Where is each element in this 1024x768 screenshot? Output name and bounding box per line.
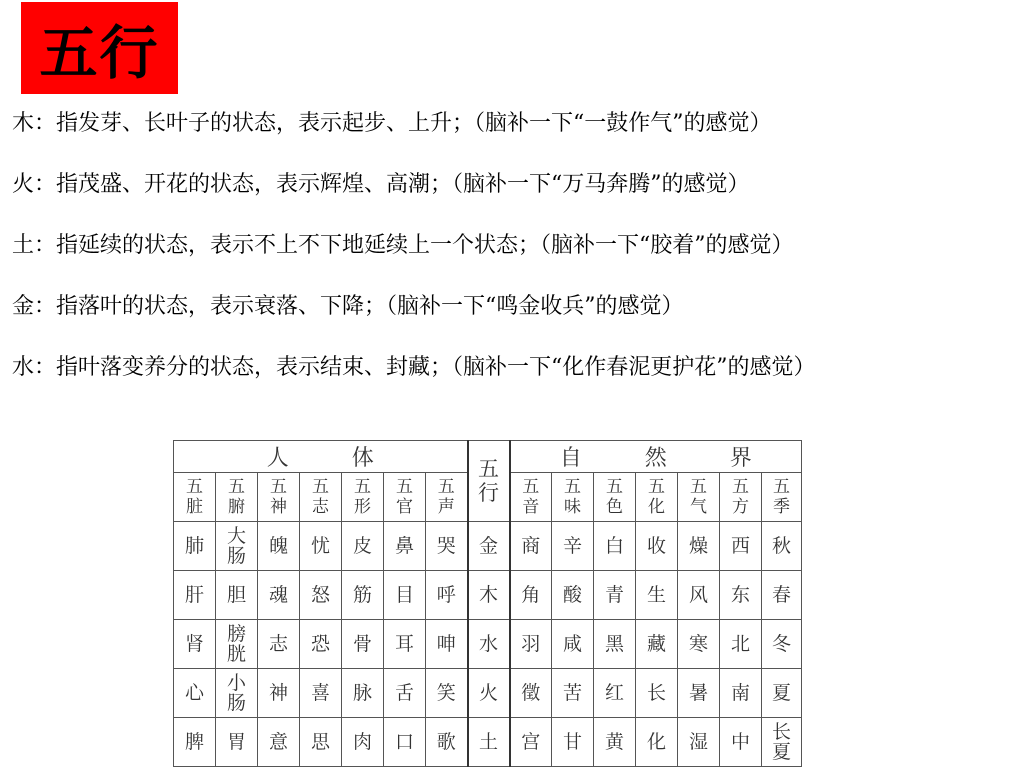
nature-cell [594, 620, 636, 669]
nature-cell [678, 571, 720, 620]
nature-header-cell-text: 五方 [732, 477, 749, 517]
body-header-cell [300, 473, 342, 522]
nature-cell [510, 669, 552, 718]
nature-cell [762, 718, 802, 767]
body-cell [300, 718, 342, 767]
body-cell [426, 718, 468, 767]
wuxing-cell [468, 620, 510, 669]
nature-cell-text: 商 [521, 535, 541, 557]
body-cell [258, 620, 300, 669]
title-banner [21, 2, 178, 94]
nature-cell [720, 669, 762, 718]
body-cell-text: 呼 [436, 584, 456, 606]
body-cell [216, 718, 258, 767]
group-header-nature: 自 然 界 [510, 441, 802, 473]
nature-header-cell [720, 473, 762, 522]
group-header-wuxing [468, 441, 510, 522]
body-cell [174, 669, 216, 718]
nature-cell-text: 风 [688, 584, 708, 606]
body-cell-text: 魄 [268, 535, 288, 557]
body-cell [384, 669, 426, 718]
body-cell-text: 肺 [184, 535, 204, 557]
body-header-cell-text: 五神 [270, 477, 287, 517]
nature-cell-text: 暑 [688, 682, 708, 704]
nature-cell [594, 522, 636, 571]
body-cell-text: 神 [268, 682, 288, 704]
body-cell-text: 胆 [226, 584, 246, 606]
nature-cell [552, 571, 594, 620]
body-header-cell [426, 473, 468, 522]
nature-cell-text: 羽 [521, 633, 541, 655]
page-title: 五行 [39, 19, 160, 87]
body-cell [342, 669, 384, 718]
body-cell-text: 小肠 [226, 672, 246, 714]
body-cell-text: 心 [184, 682, 204, 704]
nature-cell [762, 571, 802, 620]
body-cell [174, 522, 216, 571]
body-cell-text: 笑 [436, 682, 456, 704]
body-cell [174, 718, 216, 767]
nature-cell-text: 化 [646, 731, 666, 753]
wuxing-cell-text: 土 [478, 731, 498, 753]
body-cell-text: 骨 [352, 633, 372, 655]
nature-cell [762, 522, 802, 571]
body-header-cell [216, 473, 258, 522]
nature-cell [510, 522, 552, 571]
nature-cell [552, 718, 594, 767]
body-cell-text: 肾 [184, 633, 204, 655]
body-cell [258, 571, 300, 620]
nature-cell-text: 徵 [521, 682, 541, 704]
nature-cell [678, 669, 720, 718]
nature-cell [678, 718, 720, 767]
nature-cell-text: 黑 [604, 633, 624, 655]
nature-cell-text: 甘 [562, 731, 582, 753]
body-header-cell-text: 五官 [396, 477, 413, 517]
body-cell [426, 669, 468, 718]
body-header-cell [342, 473, 384, 522]
table-row [174, 620, 802, 669]
nature-header-cell-text: 五季 [773, 477, 790, 517]
nature-cell-text: 秋 [772, 535, 792, 557]
nature-cell [636, 718, 678, 767]
nature-cell [552, 522, 594, 571]
earth-line: 土：指延续的状态，表示不上不下地延续上一个状态；（脑补一下“胶着”的感觉） [12, 233, 794, 258]
body-cell [300, 620, 342, 669]
nature-cell [510, 718, 552, 767]
nature-header-cell [594, 473, 636, 522]
nature-cell [552, 620, 594, 669]
nature-header-cell [552, 473, 594, 522]
body-cell-text: 思 [310, 731, 330, 753]
nature-cell-text: 冬 [772, 633, 792, 655]
body-cell-text: 肝 [184, 584, 204, 606]
body-cell [384, 620, 426, 669]
body-cell-text: 忧 [310, 535, 330, 557]
nature-cell [594, 718, 636, 767]
nature-cell-text: 藏 [646, 633, 666, 655]
body-cell-text: 歌 [436, 731, 456, 753]
nature-cell-text: 中 [730, 731, 750, 753]
body-cell-text: 口 [394, 731, 414, 753]
body-cell-text: 筋 [352, 584, 372, 606]
body-cell-text: 魂 [268, 584, 288, 606]
nature-header-cell [678, 473, 720, 522]
nature-cell-text: 长 [646, 682, 666, 704]
nature-cell-text: 长夏 [772, 721, 792, 763]
nature-header-cell-text: 五音 [522, 477, 540, 517]
description-list [12, 106, 1012, 411]
wuxing-table-container [173, 440, 801, 767]
body-cell [384, 571, 426, 620]
body-header-cell [384, 473, 426, 522]
body-cell-text: 鼻 [394, 535, 414, 557]
wuxing-cell-text: 金 [478, 535, 498, 557]
nature-cell [510, 620, 552, 669]
nature-header-cell-text: 五味 [564, 477, 581, 517]
nature-cell [678, 620, 720, 669]
nature-cell-text: 咸 [562, 633, 582, 655]
body-header-cell-text: 五腑 [228, 477, 245, 517]
body-header-cell [258, 473, 300, 522]
nature-cell-text: 青 [604, 584, 624, 606]
body-cell [384, 522, 426, 571]
nature-header-cell-text: 五化 [648, 477, 665, 517]
nature-cell [552, 669, 594, 718]
body-cell [258, 669, 300, 718]
wuxing-cell [468, 718, 510, 767]
metal-line: 金：指落叶的状态，表示衰落、下降；（脑补一下“鸣金收兵”的感觉） [12, 294, 684, 319]
table-row [174, 669, 802, 718]
nature-cell-text: 苦 [562, 682, 582, 704]
wuxing-cell-text: 木 [478, 584, 498, 606]
nature-cell-text: 寒 [688, 633, 708, 655]
nature-cell-text: 生 [646, 584, 666, 606]
body-header-cell-text: 五形 [354, 477, 371, 517]
nature-cell-text: 南 [730, 682, 750, 704]
body-cell [426, 571, 468, 620]
body-cell-text: 皮 [352, 535, 372, 557]
body-cell-text: 恐 [310, 633, 330, 655]
nature-cell-text: 春 [772, 584, 792, 606]
nature-cell [594, 571, 636, 620]
wuxing-correspondence-table [173, 440, 802, 767]
body-cell [426, 620, 468, 669]
nature-header-cell [762, 473, 802, 522]
nature-cell-text: 酸 [562, 584, 582, 606]
body-header-cell-text: 五脏 [186, 477, 203, 517]
wuxing-cell [468, 571, 510, 620]
nature-cell [678, 522, 720, 571]
nature-cell [636, 620, 678, 669]
body-cell-text: 舌 [394, 682, 414, 704]
body-cell [300, 669, 342, 718]
body-cell [300, 522, 342, 571]
body-cell-text: 意 [268, 731, 288, 753]
nature-cell [720, 522, 762, 571]
body-cell [216, 669, 258, 718]
body-cell-text: 膀胱 [226, 623, 246, 665]
body-header-cell-text: 五志 [312, 477, 329, 517]
body-cell [342, 522, 384, 571]
nature-cell [720, 718, 762, 767]
body-cell-text: 哭 [436, 535, 456, 557]
body-cell-text: 耳 [394, 633, 414, 655]
body-cell [300, 571, 342, 620]
body-cell-text: 目 [394, 584, 414, 606]
body-cell-text: 喜 [310, 682, 330, 704]
group-header-wuxing-text: 五行 [478, 457, 499, 505]
wuxing-cell [468, 522, 510, 571]
body-cell-text: 胃 [226, 731, 246, 753]
body-cell [216, 620, 258, 669]
group-header-body: 人 体 [174, 441, 468, 473]
body-cell-text: 大肠 [226, 525, 246, 567]
nature-cell-text: 角 [521, 584, 541, 606]
nature-cell-text: 收 [646, 535, 666, 557]
body-cell [342, 571, 384, 620]
body-cell [426, 522, 468, 571]
table-row [174, 718, 802, 767]
nature-cell [636, 669, 678, 718]
nature-cell [636, 571, 678, 620]
nature-cell-text: 红 [604, 682, 624, 704]
body-cell [342, 620, 384, 669]
nature-cell [720, 571, 762, 620]
body-header-cell-text: 五声 [437, 477, 455, 517]
body-cell [384, 718, 426, 767]
wood-line: 木：指发芽、长叶子的状态，表示起步、上升；（脑补一下“一鼓作气”的感觉） [12, 111, 772, 136]
body-cell-text: 志 [268, 633, 288, 655]
nature-cell-text: 辛 [562, 535, 582, 557]
nature-cell-text: 东 [730, 584, 750, 606]
fire-line: 火：指茂盛、开花的状态，表示辉煌、高潮；（脑补一下“万马奔腾”的感觉） [12, 172, 750, 197]
nature-cell [720, 620, 762, 669]
wuxing-cell [468, 669, 510, 718]
body-cell-text: 脾 [184, 731, 204, 753]
body-cell [258, 522, 300, 571]
wuxing-cell-text: 火 [478, 682, 498, 704]
nature-cell-text: 湿 [688, 731, 708, 753]
nature-cell-text: 宫 [521, 731, 541, 753]
body-cell [342, 718, 384, 767]
nature-cell-text: 夏 [772, 682, 792, 704]
nature-cell [510, 571, 552, 620]
body-cell [216, 522, 258, 571]
nature-cell [594, 669, 636, 718]
body-cell-text: 肉 [352, 731, 372, 753]
nature-header-cell [636, 473, 678, 522]
nature-header-cell-text: 五色 [606, 477, 623, 517]
nature-cell [762, 669, 802, 718]
body-cell-text: 脉 [352, 682, 372, 704]
nature-cell-text: 西 [730, 535, 750, 557]
body-cell [174, 571, 216, 620]
water-line: 水：指叶落变养分的状态，表示结束、封藏；（脑补一下“化作春泥更护花”的感觉） [12, 355, 816, 380]
body-header-cell [174, 473, 216, 522]
body-cell-text: 怒 [310, 584, 330, 606]
body-cell [174, 620, 216, 669]
body-cell [258, 718, 300, 767]
body-cell-text: 呻 [436, 633, 456, 655]
nature-header-cell-text: 五气 [690, 477, 707, 517]
table-row [174, 571, 802, 620]
nature-cell [762, 620, 802, 669]
nature-header-cell [510, 473, 552, 522]
table-row [174, 522, 802, 571]
nature-cell-text: 黄 [604, 731, 624, 753]
nature-cell-text: 燥 [688, 535, 708, 557]
nature-cell [636, 522, 678, 571]
nature-cell-text: 北 [730, 633, 750, 655]
nature-cell-text: 白 [604, 535, 624, 557]
wuxing-cell-text: 水 [478, 633, 498, 655]
body-cell [216, 571, 258, 620]
